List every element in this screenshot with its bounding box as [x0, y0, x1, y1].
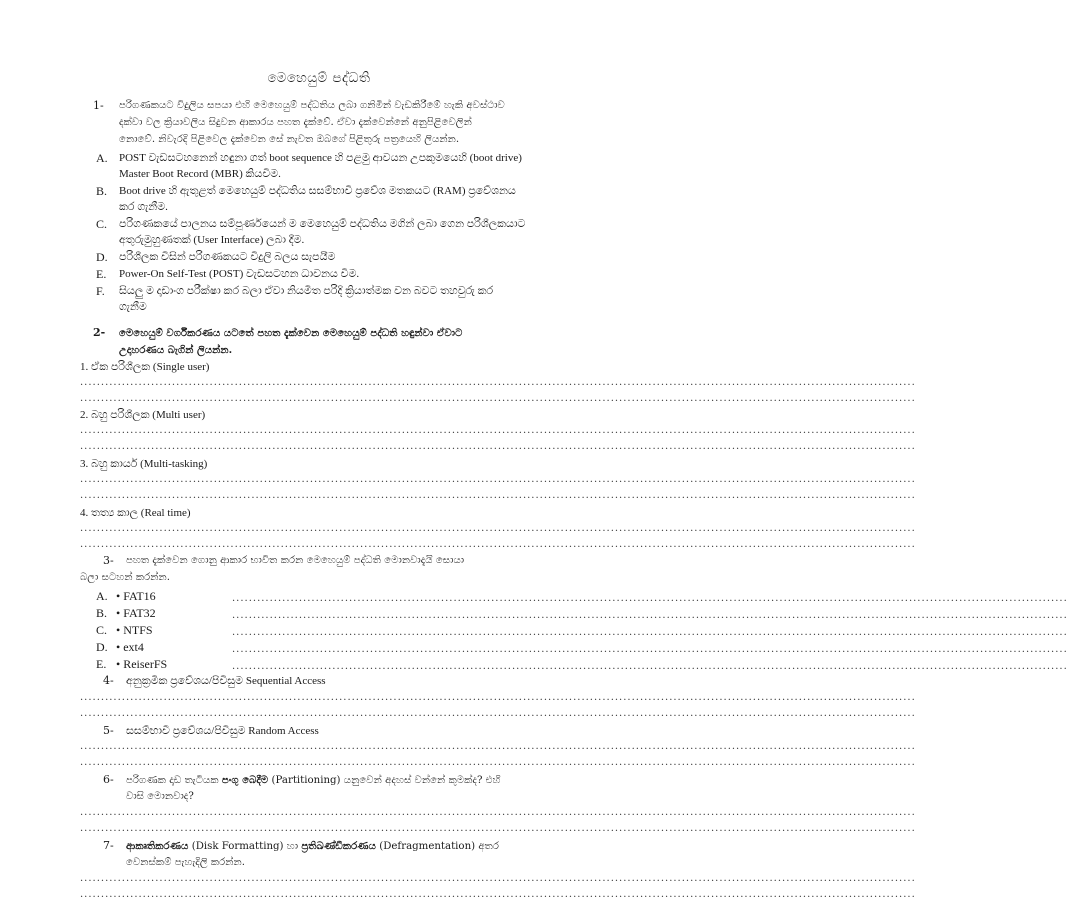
question-number: 2- — [93, 326, 106, 339]
answer-line[interactable]: ........................................................................................................................................................................................................ — [80, 873, 916, 884]
answer-line[interactable]: ........................................................................................................................................................................................................ — [80, 393, 916, 404]
answer-line[interactable]: ........................................................................................................................................................................................................ — [80, 708, 916, 719]
item-text: සියලු ම දෘඩාංග පරීක්ෂා කර බලා ඒවා නියමිත පරිදි ක්‍රියාත්මක වන බවට තහවුරු කර — [119, 285, 494, 297]
question-prompt-line: මෙහෙයුම් වර්ගීකරණය යටතේ පහත දැක්වෙන මෙහෙයුම් පද්ධති හඳුන්වා ඒවාට — [119, 327, 463, 339]
filesystem-name: • FAT16 — [116, 589, 156, 603]
item-label: D. — [96, 250, 108, 264]
page-title: මෙහෙයුම් පද්ධති — [267, 70, 371, 86]
item-label: C. — [96, 623, 108, 637]
question-prompt-line: පරිගණකයට විදුලිය සපයා එහි මෙහෙයුම් පද්ධතිය ලබා ගනිමින් වැඩකිරීමේ හැකි අවස්ථාව — [119, 100, 505, 111]
item-label: C. — [96, 217, 108, 231]
answer-line[interactable]: ........................................................................................................................................................................................................ — [232, 661, 1068, 672]
question-prompt-line: වාසි මොනවාද? — [126, 791, 194, 802]
sub-question-label: 1. ඒක පරිශීලක (Single user) — [80, 361, 210, 373]
item-text: පරිශීලක විසින් පරිගණකයට විදුලි බලය සැපයීම — [119, 251, 336, 263]
item-text: අතුරුමුහුණතක් (User Interface) ලබා දීම. — [119, 234, 305, 246]
answer-line[interactable]: ........................................................................................................................................................................................................ — [80, 889, 916, 900]
answer-line[interactable]: ........................................................................................................................................................................................................ — [80, 692, 916, 703]
item-label: F. — [96, 284, 105, 298]
answer-line[interactable]: ........................................................................................................................................................................................................ — [80, 377, 916, 388]
answer-line[interactable]: ........................................................................................................................................................................................................ — [232, 593, 1068, 604]
question-number: 6- — [103, 773, 114, 786]
answer-line[interactable]: ........................................................................................................................................................................................................ — [80, 474, 916, 485]
prompt-text: (Partitioning) යනුවෙන් අදහස් වන්නේ කුමක්ද? එහි — [268, 775, 501, 786]
filesystem-name: • ReiserFS — [116, 657, 168, 671]
answer-line[interactable]: ........................................................................................................................................................................................................ — [80, 807, 916, 818]
question-prompt-line: උදාහරණය බැගින් ලියන්න. — [119, 344, 233, 356]
filesystem-name: • NTFS — [116, 623, 153, 637]
question-prompt-line — [126, 838, 499, 856]
item-text: ගැනීම — [119, 301, 147, 313]
prompt-text: (Defragmentation) අතර — [376, 841, 500, 852]
question-prompt-line — [126, 772, 501, 790]
answer-line[interactable]: ........................................................................................................................................................................................................ — [80, 823, 916, 834]
item-label: B. — [96, 606, 108, 620]
answer-line[interactable]: ........................................................................................................................................................................................................ — [232, 644, 1068, 655]
item-label: D. — [96, 640, 108, 654]
prompt-keyword: ප්‍රතිඛණ්ඩීකරණය — [301, 840, 377, 852]
answer-line[interactable]: ........................................................................................................................................................................................................ — [80, 490, 916, 501]
item-text: Power-On Self-Test (POST) වැඩසටහන ධාවනය වීම. — [119, 268, 360, 280]
answer-line[interactable]: ........................................................................................................................................................................................................ — [80, 539, 916, 550]
answer-line[interactable]: ........................................................................................................................................................................................................ — [80, 523, 916, 534]
item-label: E. — [96, 657, 107, 671]
filesystem-name: • ext4 — [116, 640, 144, 654]
sub-question-label: 2. බහු පරිශීලක (Multi user) — [80, 409, 206, 421]
answer-line[interactable]: ........................................................................................................................................................................................................ — [80, 741, 916, 752]
prompt-text: පරිගණක දෘඩ තැටියක — [126, 775, 222, 786]
question-prompt-line: බලා සටහන් කරන්න. — [80, 572, 171, 583]
item-text: POST වැඩසටහනෙන් හඳුනා ගත් boot sequence හි පළමු ආවයන උපකුමයෙහි (boot drive) — [119, 152, 522, 164]
item-label: E. — [96, 267, 107, 281]
answer-line[interactable]: ........................................................................................................................................................................................................ — [232, 610, 1068, 621]
question-prompt-line: වෙනස්කම් පැහැදිලි කරන්න. — [126, 857, 246, 868]
question-prompt-line: නොවේ. නිවැරදි පිළිවෙල දැක්වෙන සේ නැවත ඔබගේ පිළිතුරු පත්‍රයෙහි ලියන්න. — [119, 134, 460, 145]
item-label: B. — [96, 184, 108, 198]
prompt-keyword: පංගු බෙදීම — [221, 774, 269, 786]
item-label: A. — [96, 589, 108, 603]
item-text: කර ගැනීම. — [119, 201, 168, 213]
prompt-keyword: ආකෘතිකරණය — [126, 840, 189, 852]
question-prompt-line: දක්වා වල ක්‍රියාවලිය සිදුවන ආකාරය පහත දැක්වේ. ඒවා දැක්වෙන්නේ අනුපිළිවෙලින් — [119, 117, 472, 128]
question-number: 3- — [103, 554, 114, 567]
item-text: පරිගණකයේ පාලනය සම්පූර්ණයෙන් ම මෙහෙයුම් පද්ධතිය මගින් ලබා ගෙන පරිශීලකයාට — [119, 218, 526, 230]
sub-question-label: 3. බහු කාර්ය (Multi-tasking) — [80, 458, 208, 470]
answer-line[interactable]: ........................................................................................................................................................................................................ — [232, 627, 1068, 638]
sub-question-label: 4. තත්‍ය කාල (Real time) — [80, 507, 191, 519]
question-number: 1- — [93, 99, 104, 112]
answer-line[interactable]: ........................................................................................................................................................................................................ — [80, 425, 916, 436]
item-text: Boot drive හි ඇතුළත් මෙහෙයුම් පද්ධතිය සසම්භාවී ප්‍රවේශ මතකයට (RAM) ප්‍රවේශනය — [119, 185, 516, 197]
question-number: 5- — [103, 724, 114, 737]
prompt-text: (Disk Formatting) හා — [188, 841, 302, 852]
question-prompt-line: සසම්භාවී ප්‍රවේශය/පිවිසුම Random Access — [126, 725, 319, 737]
item-label: A. — [96, 151, 108, 165]
answer-line[interactable]: ........................................................................................................................................................................................................ — [80, 757, 916, 768]
question-prompt-line: අනුක්‍රමික ප්‍රවේශය/පිවිසුම Sequential Access — [126, 675, 326, 687]
question-prompt-line: පහත දැක්වෙන ගොනු ආකාර භාවිත කරන මෙහෙයුම් පද්ධති මොනවාදැයි සොයා — [126, 555, 465, 566]
answer-line[interactable]: ........................................................................................................................................................................................................ — [80, 441, 916, 452]
question-number: 4- — [103, 674, 114, 687]
item-text: Master Boot Record (MBR) කියවීම. — [119, 168, 281, 180]
filesystem-name: • FAT32 — [116, 606, 156, 620]
question-number: 7- — [103, 839, 114, 852]
